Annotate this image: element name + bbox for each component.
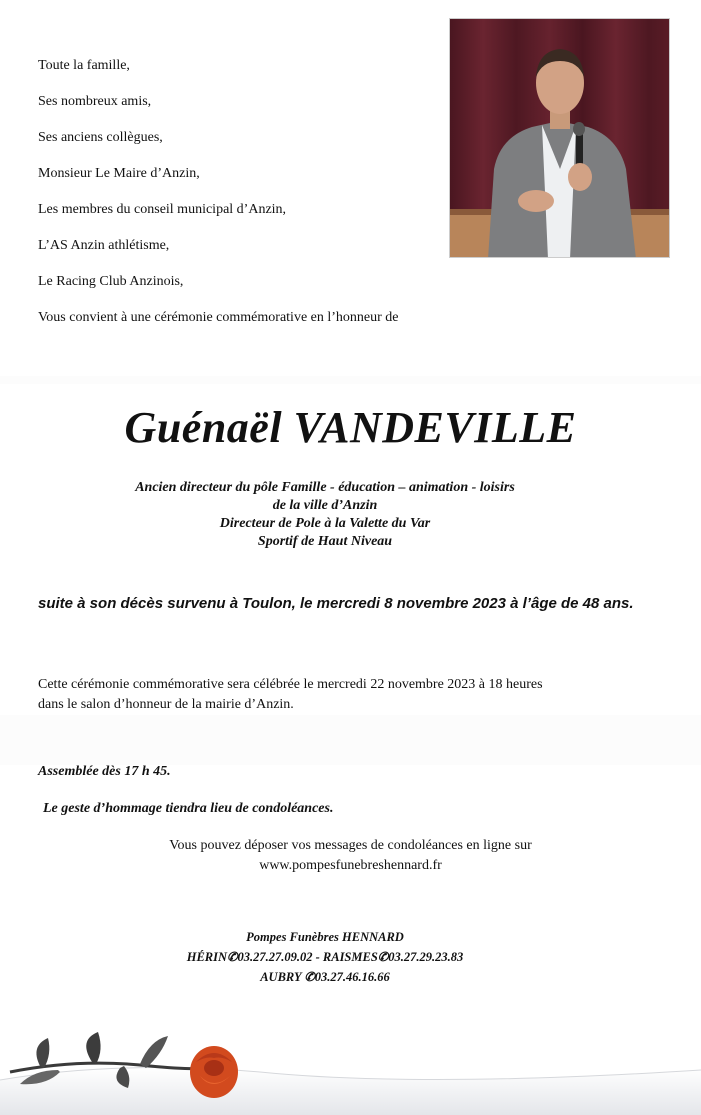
rose-decoration [0, 1010, 701, 1115]
funeral-home-phone: AUBRY ✆03.27.46.16.66 [260, 970, 390, 984]
funeral-home-block [0, 927, 650, 987]
scan-band [0, 376, 701, 384]
portrait-photo [449, 18, 670, 258]
ceremony-line: dans le salon d’honneur de la mairie d’Anzin. [38, 697, 294, 712]
invitation-list [38, 48, 399, 336]
title-line: Ancien directeur du pôle Famille - éducation – animation - loisirs [135, 480, 515, 495]
career-titles [0, 479, 650, 551]
ceremony-details [38, 675, 678, 715]
online-condolences [0, 836, 701, 876]
invitation-line: Ses nombreux amis, [38, 94, 152, 109]
invitation-line: Monsieur Le Maire d’Anzin, [38, 166, 200, 181]
title-line: Sportif de Haut Niveau [257, 534, 393, 549]
death-notice: suite à son décès survenu à Toulon, le mercredi 8 novembre 2023 à l’âge de 48 ans. [38, 595, 634, 612]
title-line: de la ville d’Anzin [272, 498, 378, 513]
website-link[interactable]: www.pompesfunebreshennard.fr [259, 858, 442, 873]
ceremony-line: Cette cérémonie commémorative sera célébrée le mercredi 22 novembre 2023 à 18 heures [38, 677, 543, 692]
funeral-home-name: Pompes Funèbres HENNARD [246, 930, 404, 944]
online-condolences-text: Vous pouvez déposer vos messages de condoléances en ligne sur [169, 838, 532, 853]
invitation-line: Toute la famille, [38, 58, 130, 73]
deceased-name: Guénaël VANDEVILLE [124, 403, 577, 452]
invitation-line: Les membres du conseil municipal d’Anzin, [38, 202, 287, 217]
title-line: Directeur de Pole à la Valette du Var [219, 516, 431, 531]
scan-band [0, 715, 701, 765]
assembly-time: Assemblée dès 17 h 45. [38, 764, 171, 779]
invitation-line: Vous convient à une cérémonie commémorative en l’honneur de [38, 310, 399, 325]
condolence-note: Le geste d’hommage tiendra lieu de condoléances. [43, 801, 334, 816]
invitation-line: L’AS Anzin athlétisme, [38, 238, 170, 253]
invitation-line: Le Racing Club Anzinois, [38, 274, 184, 289]
invitation-line: Ses anciens collègues, [38, 130, 163, 145]
funeral-home-phones: HÉRIN✆03.27.27.09.02 - RAISMES✆03.27.29.23.83 [186, 950, 464, 964]
